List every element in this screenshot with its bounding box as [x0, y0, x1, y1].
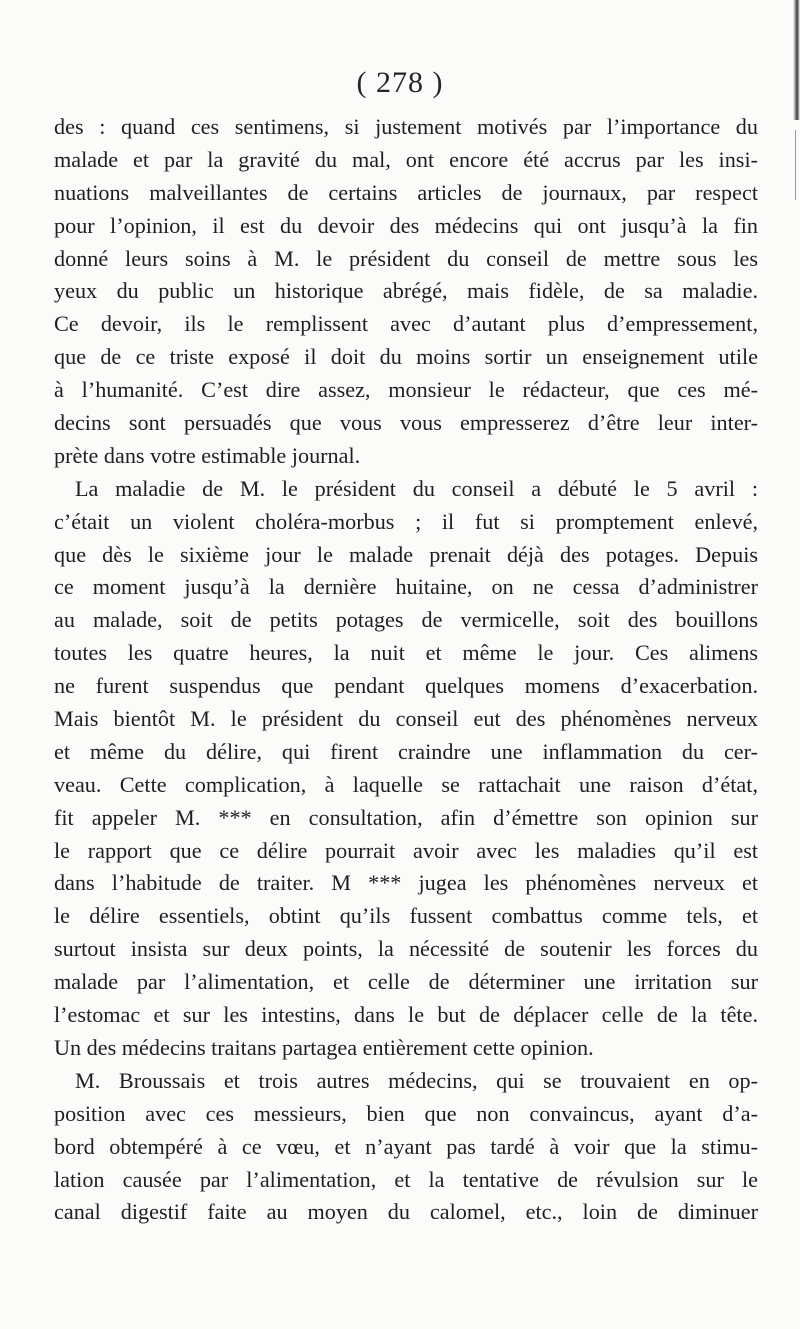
page-number: ( 278 ): [356, 66, 444, 99]
body-text: [54, 111, 758, 1229]
text-line: l’estomac et sur les intestins, dans le but de déplacer celle de la tête.: [54, 1002, 758, 1028]
text-line: M. Broussais et trois autres médecins, qui se trouvaient en op-: [75, 1067, 758, 1093]
text-line: bord obtempéré à ce vœu, et n’ayant pas tardé à voir que la stimu-: [54, 1133, 758, 1159]
text-line: fit appeler M. *** en consultation, afin d’émettre son opinion sur: [54, 804, 758, 830]
text-line: ce moment jusqu’à la dernière huitaine, on ne cessa d’administrer: [54, 574, 758, 600]
text-line: yeux du public un historique abrégé, mais fidèle, de sa maladie.: [54, 278, 758, 304]
text-line: et même du délire, qui firent craindre une inflammation du cer-: [54, 738, 758, 764]
text-line: des : quand ces sentimens, si justement motivés par l’importance du: [54, 114, 758, 139]
page-edge-mark: [795, 130, 796, 200]
text-line: malade et par la gravité du mal, ont encore été accrus par les insi-: [54, 146, 758, 172]
text-line: lation causée par l’alimentation, et la tentative de révulsion sur le: [54, 1166, 758, 1192]
text-line: le délire essentiels, obtint qu’ils fussent combattus comme tels, et: [54, 903, 758, 929]
text-line: position avec ces messieurs, bien que non convaincus, ayant d’a-: [54, 1100, 758, 1126]
text-line: prète dans votre estimable journal.: [54, 442, 361, 468]
text-line: dans l’habitude de traiter. M *** jugea les phénomènes nerveux et: [54, 870, 758, 896]
text-line: Mais bientôt M. le président du conseil eut des phénomènes nerveux: [54, 706, 758, 732]
text-line: La maladie de M. le président du conseil a débuté le 5 avril :: [75, 475, 758, 501]
text-line: toutes les quatre heures, la nuit et même le jour. Ces alimens: [54, 640, 758, 666]
text-line: le rapport que ce délire pourrait avoir avec les maladies qu’il est: [54, 837, 758, 863]
text-line: donné leurs soins à M. le président du conseil de mettre sous les: [54, 245, 758, 271]
text-line: canal digestif faite au moyen du calomel, etc., loin de diminuer: [54, 1199, 758, 1225]
text-line: nuations malveillantes de certains articles de journaux, par respect: [54, 179, 758, 205]
text-line: au malade, soit de petits potages de vermicelle, soit des bouillons: [54, 607, 758, 633]
page-edge-shadow: [793, 0, 800, 120]
text-line: à l’humanité. C’est dire assez, monsieur le rédacteur, que ces mé-: [54, 377, 758, 403]
text-line: que de ce triste exposé il doit du moins sortir un enseignement utile: [54, 344, 758, 370]
text-line: ne furent suspendus que pendant quelques momens d’exacerbation.: [54, 673, 758, 699]
text-line: veau. Cette complication, à laquelle se rattachait une raison d’état,: [54, 771, 758, 797]
text-line: decins sont persuadés que vous vous empresserez d’être leur inter-: [54, 410, 758, 436]
text-line: Ce devoir, ils le remplissent avec d’autant plus d’empressement,: [54, 311, 758, 337]
text-line: que dès le sixième jour le malade prenait déjà des potages. Depuis: [54, 541, 758, 567]
text-line: surtout insista sur deux points, la nécessité de soutenir les forces du: [54, 936, 758, 962]
text-line: c’était un violent choléra-morbus ; il fut si promptement enlevé,: [54, 508, 758, 534]
text-line: pour l’opinion, il est du devoir des médecins qui ont jusqu’à la fin: [54, 212, 758, 238]
text-line: malade par l’alimentation, et celle de déterminer une irritation sur: [54, 969, 758, 995]
text-line: Un des médecins traitans partagea entièrement cette opinion.: [54, 1034, 594, 1060]
